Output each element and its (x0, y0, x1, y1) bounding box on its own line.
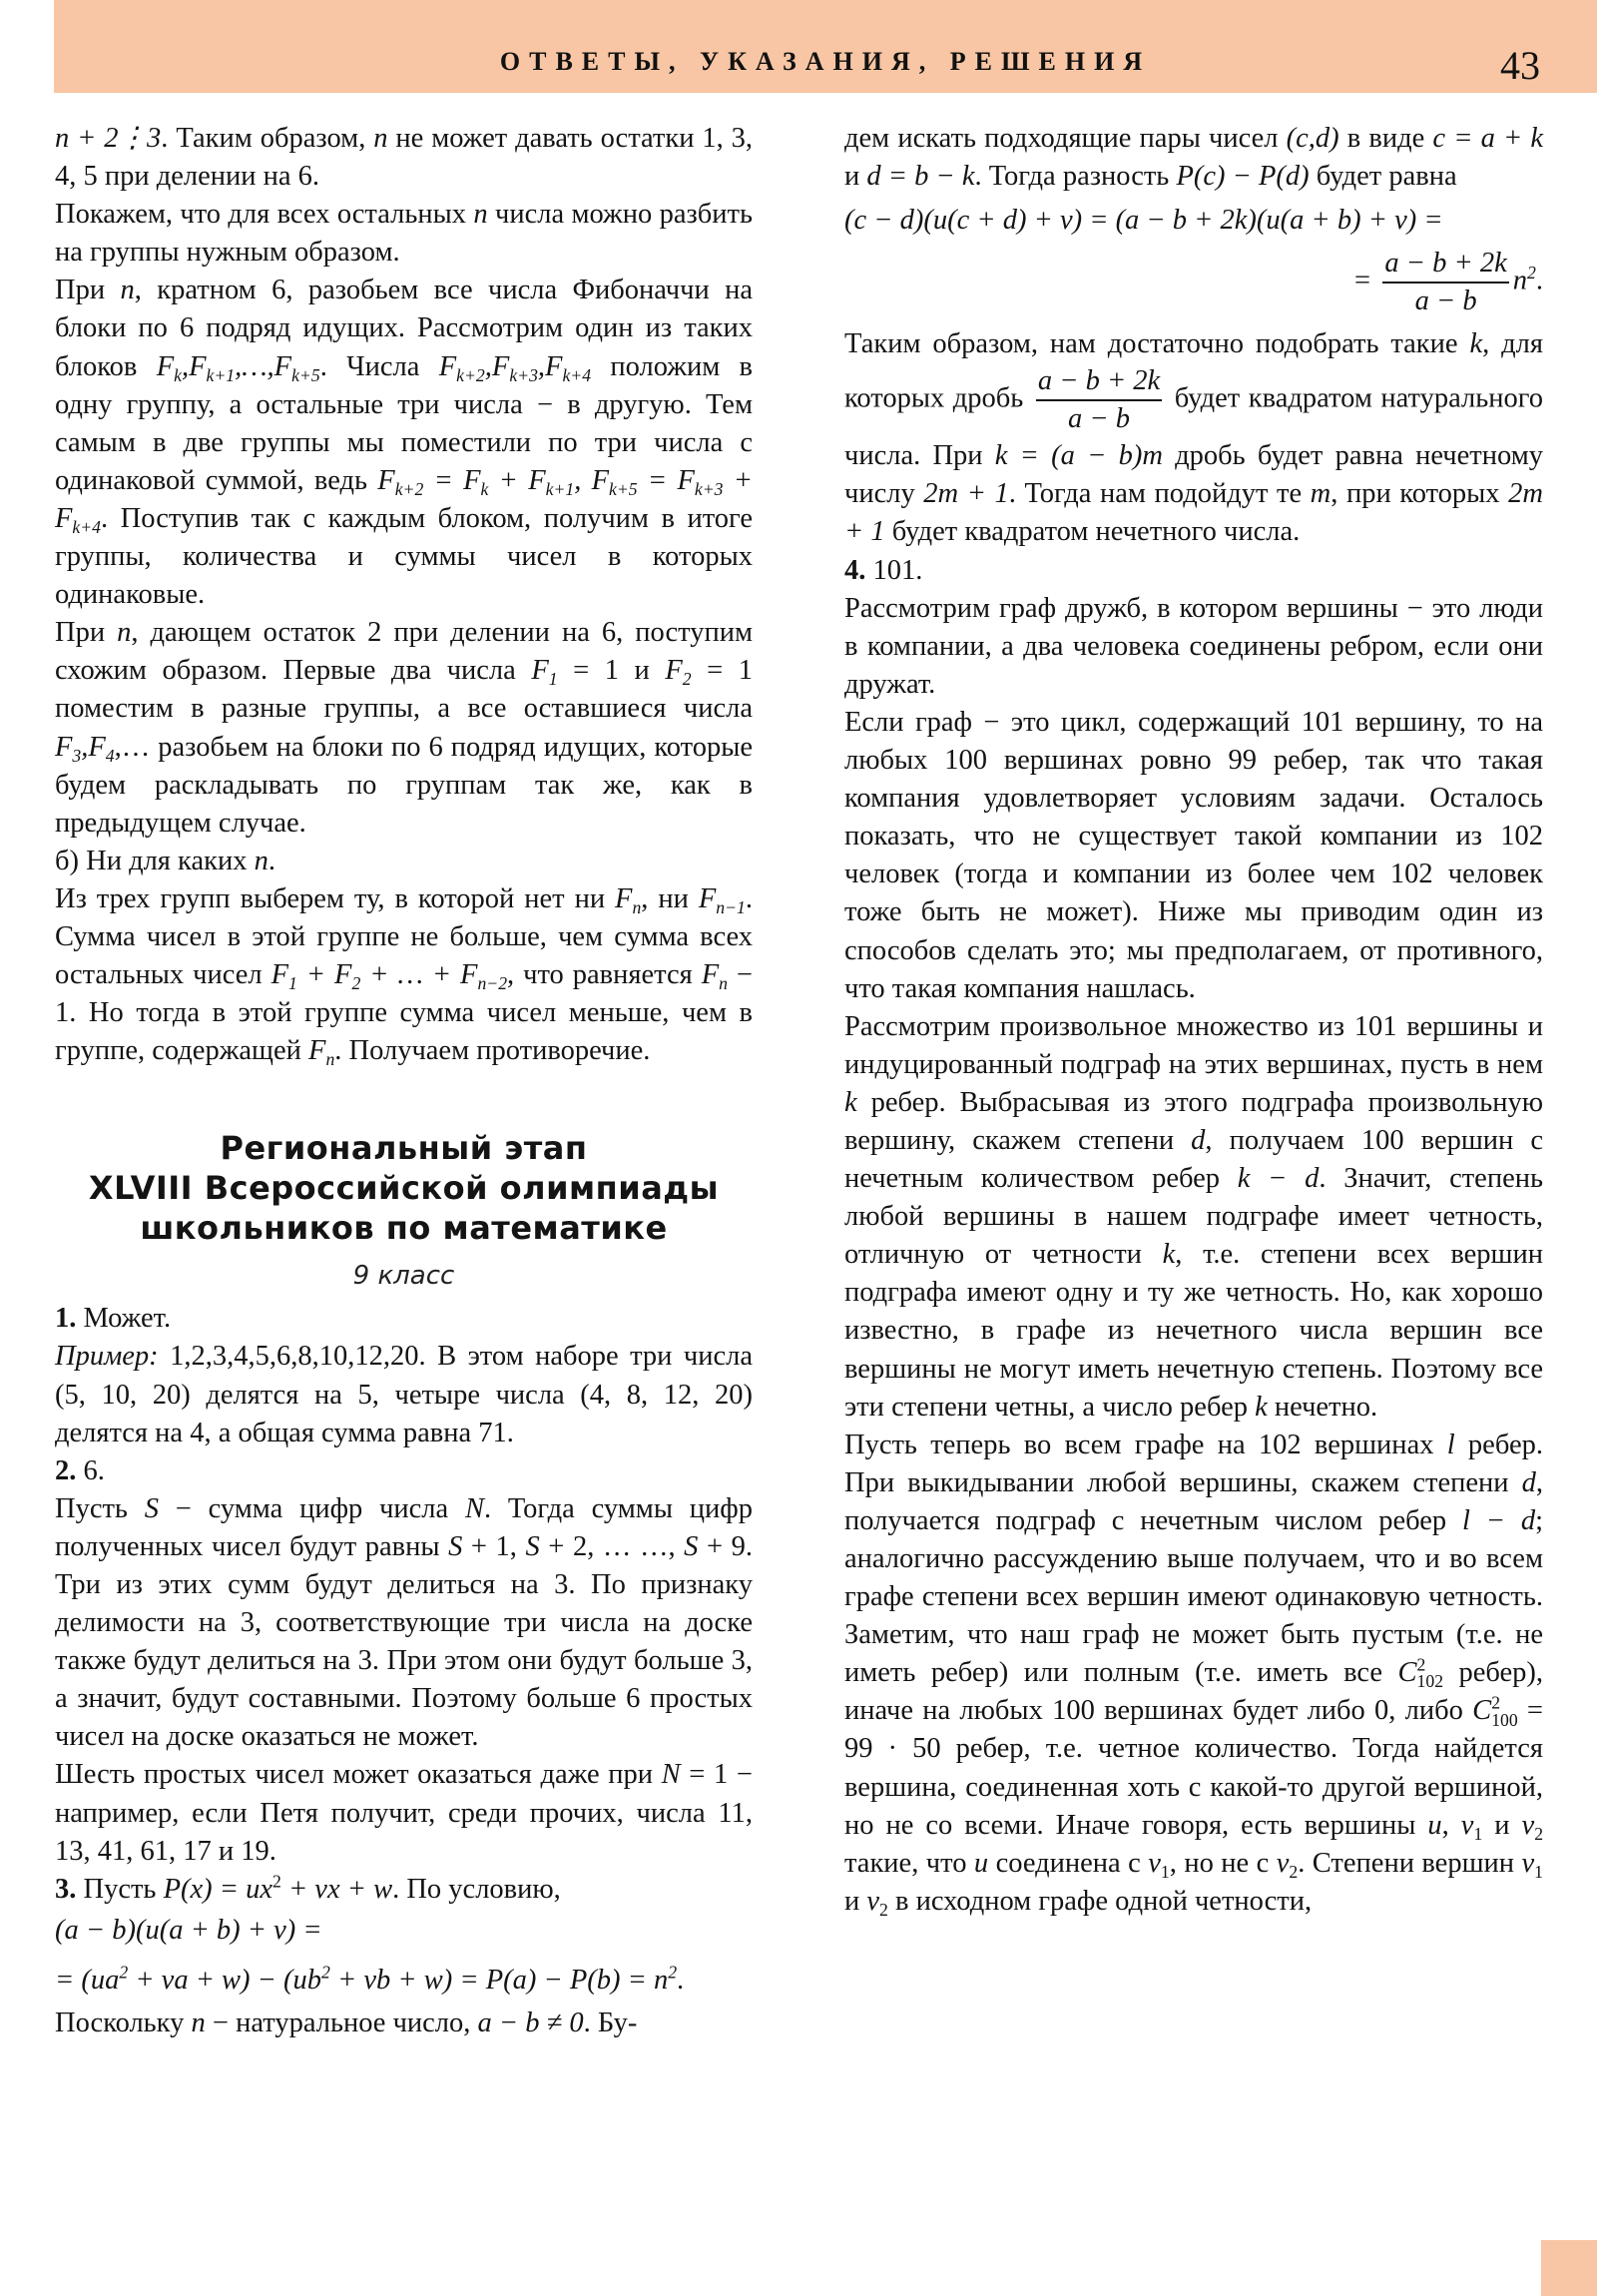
paragraph: Пусть теперь во всем графе на 102 вершинах l ребер. При выкидывании любой вершины, скажем степени d, получается подграф с нечетным числом ребер l − d; аналогично рассуждению выше получаем, что и во всем графе степени всех вершин имеют одинаковую четность. Заметим, что наш граф не может быть пустым (т.е. не иметь ребер) или полным (т.е. иметь все $C^2_{102}$ ребер), иначе на любых 100 вершинах будет либо 0, либо $C^2_{100} = 99 \cdot 50$ ребер, т.е. четное количество. Тогда найдется вершина, соединенная хоть с какой-то другой вершиной, но не со всеми. Иначе говоря, есть вершины u, $v_1$ и $v_2$ такие, что u соединена с $v_1$, но не с $v_2$. Степени вершин $v_1$ и $v_2$ в исходном графе одной четности, (844, 1429, 1544, 1921)
paragraph: б) Ни для каких n. (55, 845, 275, 876)
paragraph: Шесть простых чисел может оказаться даже при N = 1 − например, если Петя получит, среди прочих, числа 11, 13, 41, 61, 17 и 19. (55, 1759, 753, 1867)
equation: (c − d)(u(c + d) + v) = (a − b + 2k)(u(a + b) + v) = (844, 205, 1443, 237)
paragraph: Таким образом, нам достаточно подобрать такие k, для которых дробь $\frac{a - b + 2k}{a - b}$ будет квадратом натурального числа. При k = (a − b)m дробь будет равна нечетному числу 2m + 1. Тогда нам подойдут те m, при которых 2m + 1 будет квадратом нечетного числа. (844, 328, 1543, 548)
paragraph: При n, дающем остаток 2 при делении на 6, поступим схожим образом. Первые два числа $F_1 = 1$ и $F_2 = 1$ поместим в разные группы, а все оставшиеся числа $F_3,F_4,\dots$ разобьем на блоки по 6 подряд идущих, которые будем раскладывать по группам так же, как в предыдущем случае. (55, 617, 753, 839)
paragraph: Если граф − это цикл, содержащий 101 вершину, то на любых 100 вершинах ровно 99 ребер, так что такая компания удовлетворяет условиям задачи. Осталось показать, что не существует такой компании из 102 человек (тогда и компании из более чем 102 человек тоже быть не может). Ниже мы приводим один из способов сделать это; мы предполагаем, от противного, что такая компания нашлась. (844, 706, 1543, 1004)
paragraph: Пусть S − сумма цифр числа N. Тогда суммы цифр полученных чисел будут равны S + 1, S + 2, … …, S + 9. Три из этих сумм будут делиться на 3. По признаку делимости на 3, соответствующие три числа на доске также будут делиться на 3. При этом они будут больше 3, а значит, будут составными. Поэтому больше 6 простых чисел на доске оказаться не может. (55, 1492, 754, 1753)
section-heading: Региональный этап XLVIII Всероссийской олимпиады школьников по математике (88, 1129, 720, 1248)
right-column (844, 120, 1543, 1921)
paragraph: Покажем, что для всех остальных n числа можно разбить на группы нужным образом. (55, 199, 753, 269)
fraction: $\frac{a - b + 2k}{a - b}$ (1037, 365, 1161, 435)
paragraph: Поскольку n − натуральное число, a − b ≠ 0. Бу- (55, 2007, 638, 2038)
answer-1: 1. Может. (55, 1303, 172, 1335)
answer-4: 4. 101. (844, 554, 923, 586)
equation: = $\frac{a - b + 2k}{a - b}$ $n^2$. (844, 246, 1543, 319)
answer-3: 3. Пусть $P(x) = ux^2$ + vx + w. По условию, (55, 1871, 561, 1905)
left-column (55, 120, 753, 2042)
paragraph: Из трех групп выберем ту, в которой нет ни $F_n$, ни $F_{n-1}$. Сумма чисел в этой группе не больше, чем сумма всех остальных чисел $F_1 + F_2$ + … + $F_{n-2}$, что равняется $F_n - 1$. Но тогда в этой группе сумма чисел меньше, чем в группе, содержащей $F_n$. Получаем противоречие. (55, 882, 754, 1070)
page-number: 43 (1500, 43, 1540, 88)
equation: (a − b)(u(a + b) + v) = (55, 1914, 322, 1946)
running-header (54, 0, 1597, 93)
paragraph: n + 2⋮3. Таким образом, n не может давать остатки 1, 3, 4, 5 при делении на 6. (55, 123, 754, 193)
paragraph: дем искать подходящие пары чисел (c,d) в виде c = a + k и d = b − k. Тогда разность P(c) − P(d) будет равна (844, 123, 1543, 193)
answer-2: 2. 6. (55, 1454, 105, 1486)
paragraph: При n, кратном 6, разобьем все числа Фибоначчи на блоки по 6 подряд идущих. Рассмотрим один из таких блоков $F_k,F_{k+1},\dots,F_{k+5}$. Числа $F_{k+2},F_{k+3},F_{k+4}$ положим в одну группу, а остальные три числа − в другую. Тем самым в две группы мы поместили по три числа с одинаковой суммой, ведь $F_{k+2} = F_k + F_{k+1}$, $F_{k+5} = F_{k+3} + F_{k+4}$. Поступив так с каждым блоком, получим в итоге группы, количества и суммы чисел в которых одинаковые. (55, 275, 754, 611)
page-corner-tab (1541, 2240, 1597, 2296)
equation: = ($ua^2$ + va + $w) - (ub^2$ + vb + $w) = P(a) - P(b) = n^2$. (55, 1962, 685, 1996)
paragraph: Рассмотрим граф дружб, в котором вершины − это люди в компании, а два человека соединены ребром, если они дружат. (844, 592, 1543, 700)
fraction: $\frac{a - b + 2k}{a - b}$ (1384, 248, 1507, 317)
grade-subheading: 9 класс (352, 1261, 455, 1292)
paragraph: Пример: 1,2,3,4,5,6,8,10,12,20. В этом наборе три числа (5, 10, 20) делятся на 5, четыре числа (4, 8, 12, 20) делятся на 4, а общая сумма равна 71. (55, 1341, 753, 1448)
paragraph: Рассмотрим произвольное множество из 101 вершины и индуцированный подграф на этих вершинах, пусть в нем k ребер. Выбрасывая из этого подграфа произвольную вершину, скажем степени d, получаем 100 вершин с нечетным количеством ребер k − d. Значит, степень любой вершины в нашем подграфе имеет четность, отличную от четности k, т.е. степени всех вершин подграфа имеют одну и ту же четность. Но, как хорошо известно, в графе из нечетного числа вершин все вершины не могут иметь нечетную степень. Поэтому все эти степени четны, а число ребер k нечетно. (844, 1010, 1543, 1423)
running-header-title: ОТВЕТЫ, УКАЗАНИЯ, РЕШЕНИЯ (499, 47, 1152, 76)
